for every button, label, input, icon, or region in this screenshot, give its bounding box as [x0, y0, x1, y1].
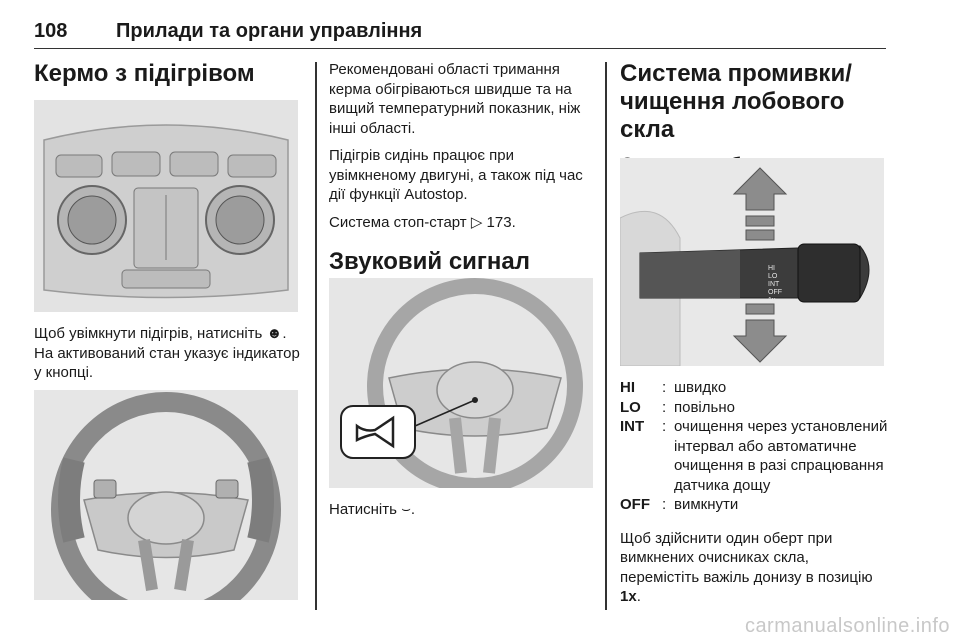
column-middle	[329, 60, 591, 276]
column-heated-steering-wheel	[34, 60, 299, 88]
definition-term: OFF	[620, 496, 650, 513]
heated-wheel-text	[34, 324, 302, 383]
definition-term: LO	[620, 398, 641, 416]
definition-row-lo: LO : повільно	[620, 398, 890, 418]
page-number: 108	[34, 20, 68, 42]
lever-label-off: OFF	[768, 289, 782, 296]
stop-start-reference: Система стоп-старт ▷ 173.	[329, 213, 516, 231]
single-wipe-position: 1x	[620, 588, 637, 605]
definition-term: INT	[620, 418, 645, 435]
column-divider-2	[605, 62, 607, 610]
definition-desc: вимкнути	[674, 496, 739, 513]
definition-term: HI	[620, 379, 635, 396]
column-divider-1	[315, 62, 317, 610]
horn-steering-wheel-illustration	[329, 278, 593, 488]
heated-wheel-areas-text: Рекомендовані області тримання керма обігріваються швидше та на вищий температурний показник, ніж інші області.	[329, 61, 581, 137]
wiper-position-list	[620, 378, 890, 515]
heated-steering-wheel-illustration	[34, 390, 298, 600]
wiper-lever-illustration	[620, 158, 884, 366]
single-wipe-text: Щоб здійснити один оберт при вимкнених очисниках скла, перемістіть важіль донизу в позицію	[620, 529, 873, 586]
lever-label-1x: 1x	[768, 297, 776, 304]
page-header	[34, 18, 886, 49]
lever-label-lo: LO	[768, 273, 778, 280]
definition-desc: повільно	[674, 398, 735, 416]
definition-row-int: INT : очищення через установлений інтервал або автоматичне очищення в разі спрацювання датчика дощу	[620, 417, 890, 495]
heated-seats-text: Підігрів сидінь працює при увімкненому двигуні, а також під час дії функції Autostop.	[329, 147, 583, 203]
definition-row-off: OFF : вимкнути	[620, 495, 890, 515]
heated-wheel-instruction: Щоб увімкнути підігрів, натисніть ☻. На активований стан указує індикатор у кнопці.	[34, 325, 300, 381]
horn-instruction: Натисніть ⌣.	[329, 501, 416, 518]
definition-desc: очищення через установлений інтервал або автоматичне очищення в разі спрацювання датчика дощу	[674, 418, 888, 494]
lever-label-int: INT	[768, 281, 780, 288]
section-heading-wiper-washer: Система промивки/ чищення лобового скла	[620, 60, 852, 143]
wiper-definitions	[620, 378, 890, 607]
watermark: carmanualsonline.info	[744, 615, 950, 637]
horn-text	[329, 500, 591, 520]
climate-control-illustration	[34, 100, 298, 312]
single-wipe-end: .	[636, 588, 641, 605]
section-heading-heated-wheel: Кермо з підігрівом	[34, 60, 255, 87]
lever-label-hi: HI	[768, 265, 775, 272]
section-heading-horn: Звуковий сигнал	[329, 248, 531, 275]
definition-desc: швидко	[674, 379, 727, 396]
definition-row-hi: HI : швидко	[620, 378, 890, 398]
chapter-title: Прилади та органи управління	[116, 20, 423, 42]
single-wipe-instruction	[620, 529, 890, 607]
